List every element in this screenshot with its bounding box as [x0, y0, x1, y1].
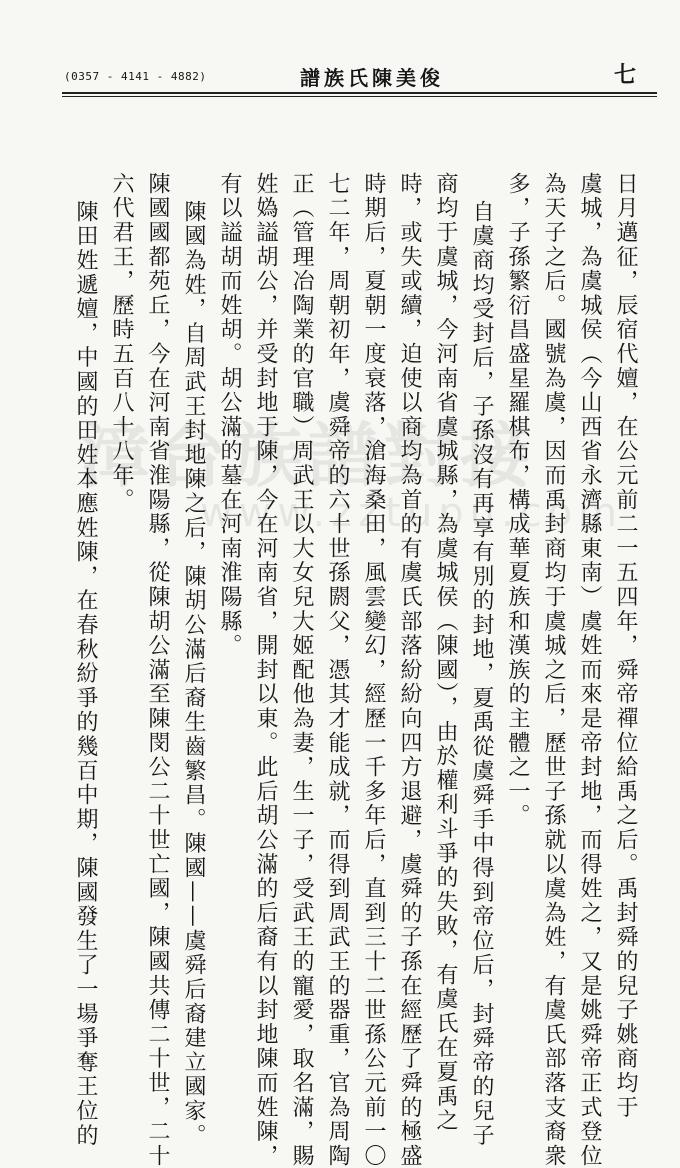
watermark-text: 漳台族譜對接	[80, 414, 536, 497]
text-column: 陳國國都苑丘，今在河南省淮陽縣，從陳胡公滿至陳閔公二十世亡國，陳國共傳二十世，二十	[145, 172, 170, 1168]
watermark-url: www.zztupu.com	[200, 490, 624, 536]
text-column: 七二年，周朝初年，虞舜帝的六十世孫閼父，憑其才能成就，而得到周武王的器重，官為周陶	[325, 172, 350, 1168]
header-rule-bottom	[62, 96, 657, 97]
header-title: 譜族氏陳美俊	[300, 66, 444, 90]
text-column: 陳田姓遞嬗，中國的田姓本應姓陳，在春秋紛爭的幾百中期，陳國發生了一場爭奪王位的	[73, 200, 98, 1148]
text-column: 姓媯謚胡公，并受封地于陳，今在河南省，開封以東。此后胡公滿的后裔有以封地陳而姓陳，	[253, 172, 278, 1168]
text-column: 日月邁征，辰宿代嬗，在公元前二一五四年，舜帝禪位給禹之后。禹封舜的兒子姚商均于	[613, 172, 638, 1120]
text-column: 六代君王，歷時五百八十八年。	[109, 172, 134, 513]
text-column: 陳國為姓，自周武王封地陳之后，陳胡公滿后裔生齒繁昌。陳國——虞舜后裔建立國家。	[181, 200, 206, 1148]
text-column: 多，子孫繁衍昌盛星羅棋布，構成華夏族和漢族的主體之一。	[505, 172, 530, 829]
text-column: 為天子之后。國號為虞，因而禹封商均于虞城之后，歷世子孫就以虞為姓，有虞氏部落支裔衆	[541, 172, 566, 1168]
text-column: 時，或失或續，迫使以商均為首的有虞氏部落紛紛向四方退避，虞舜的子孫在經歷了舜的極盛	[397, 172, 422, 1168]
text-column: 虞城，為虞城侯（今山西省永濟縣東南）虞姓而來是帝封地，而得姓之，又是姚舜帝正式登位	[577, 172, 602, 1168]
page-number: 七	[614, 62, 637, 88]
text-column: 自虞商均受封后，子孫沒有再享有別的封地，夏禹從虞舜手中得到帝位后，封舜帝的兒子	[469, 200, 494, 1148]
text-column: 有以謚胡而姓胡。胡公滿的墓在河南淮陽縣。	[217, 172, 242, 658]
header-rule-top	[62, 92, 657, 94]
header-id-number: (0357 - 4141 - 4882)	[64, 70, 207, 83]
text-column: 正（管理冶陶業的官職）周武王以大女兒大姬配他為妻，生一子，受武王的寵愛，取名滿，賜	[289, 172, 314, 1168]
text-column: 商均于虞城，今河南省虞城縣，為虞城侯（陳國），由於權利斗爭的失敗，有虞氏在夏禹之	[433, 172, 458, 1133]
text-column: 時期后，夏朝一度衰落，滄海桑田，風雲變幻，經歷一千多年后，直到三十二世孫公元前一〇	[361, 172, 386, 1168]
